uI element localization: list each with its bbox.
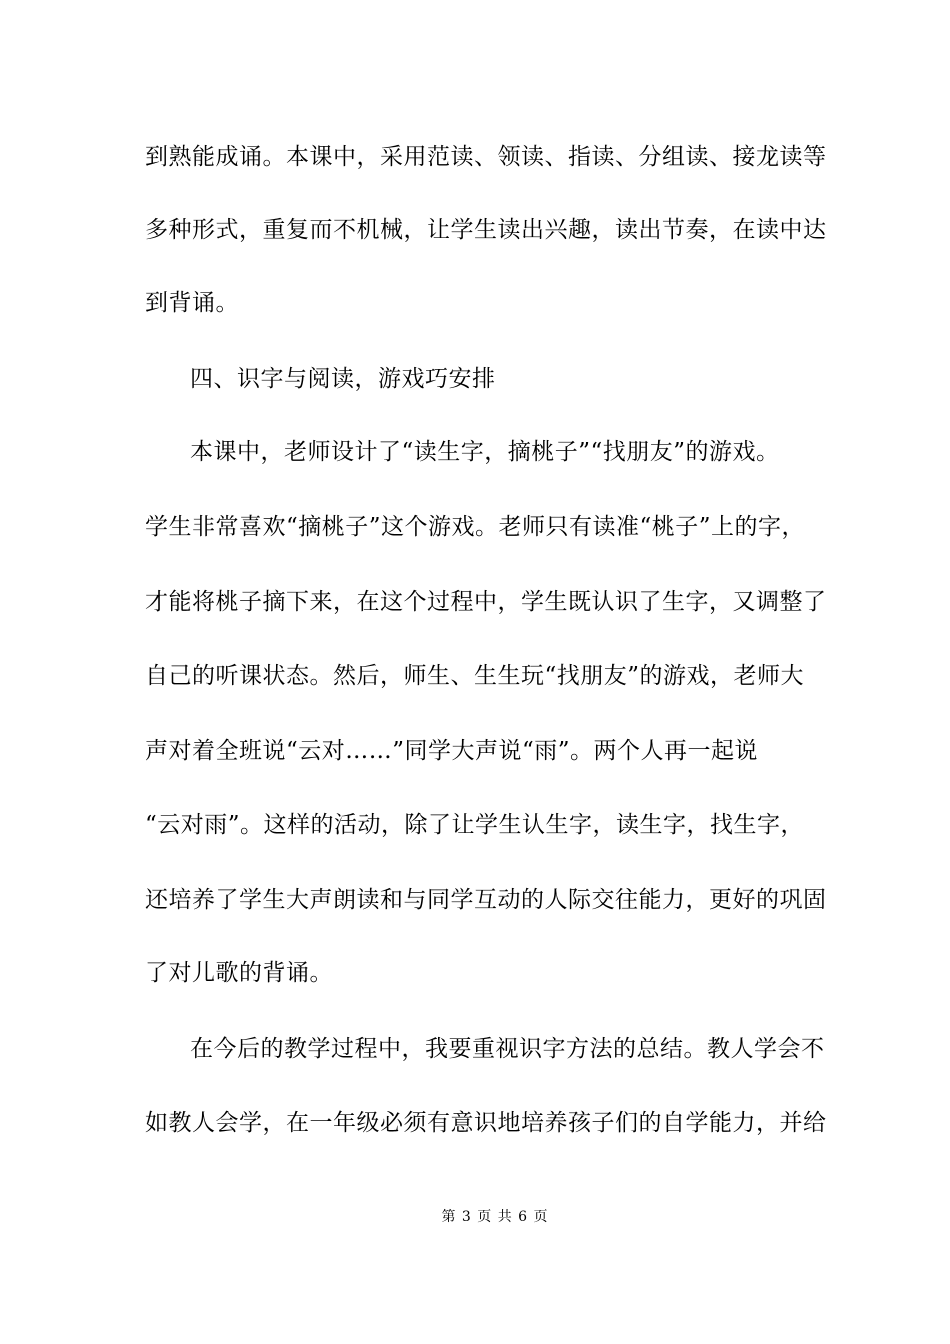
body-line-8: 自己的听课状态。然后，师生、生生玩“找朋友”的游戏，老师大 [145, 663, 805, 689]
body-line-7: 才能将桃子摘下来，在这个过程中，学生既认识了生字，又调整了 [145, 589, 827, 615]
section-heading: 四、识字与阅读，游戏巧安排 [190, 366, 496, 392]
page-footer: 第 3 页 共 6 页 [441, 1209, 549, 1225]
body-line-3: 到背诵。 [145, 290, 239, 316]
body-line-10: “云对雨”。这样的活动，除了让学生认生字，读生字，找生字， [145, 812, 805, 838]
body-line-1: 到熟能成诵。本课中，采用范读、领读、指读、分组读、接龙读等 [145, 144, 827, 170]
body-line-2: 多种形式，重复而不机械，让学生读出兴趣，读出节奏，在读中达 [145, 217, 827, 243]
body-line-11: 还培养了学生大声朗读和与同学互动的人际交往能力，更好的巩固 [145, 887, 827, 913]
body-line-6: 学生非常喜欢“摘桃子”这个游戏。老师只有读准“桃子”上的字， [145, 514, 806, 540]
body-line-9: 声对着全班说“云对……”同学大声说“雨”。两个人再一起说 [145, 738, 759, 764]
body-line-14: 如教人会学，在一年级必须有意识地培养孩子们的自学能力，并给 [145, 1110, 827, 1136]
body-line-13: 在今后的教学过程中，我要重视识字方法的总结。教人学会不 [190, 1036, 825, 1062]
body-line-12: 了对儿歌的背诵。 [145, 960, 333, 986]
body-line-5: 本课中，老师设计了“读生字，摘桃子”“找朋友”的游戏。 [190, 439, 780, 465]
